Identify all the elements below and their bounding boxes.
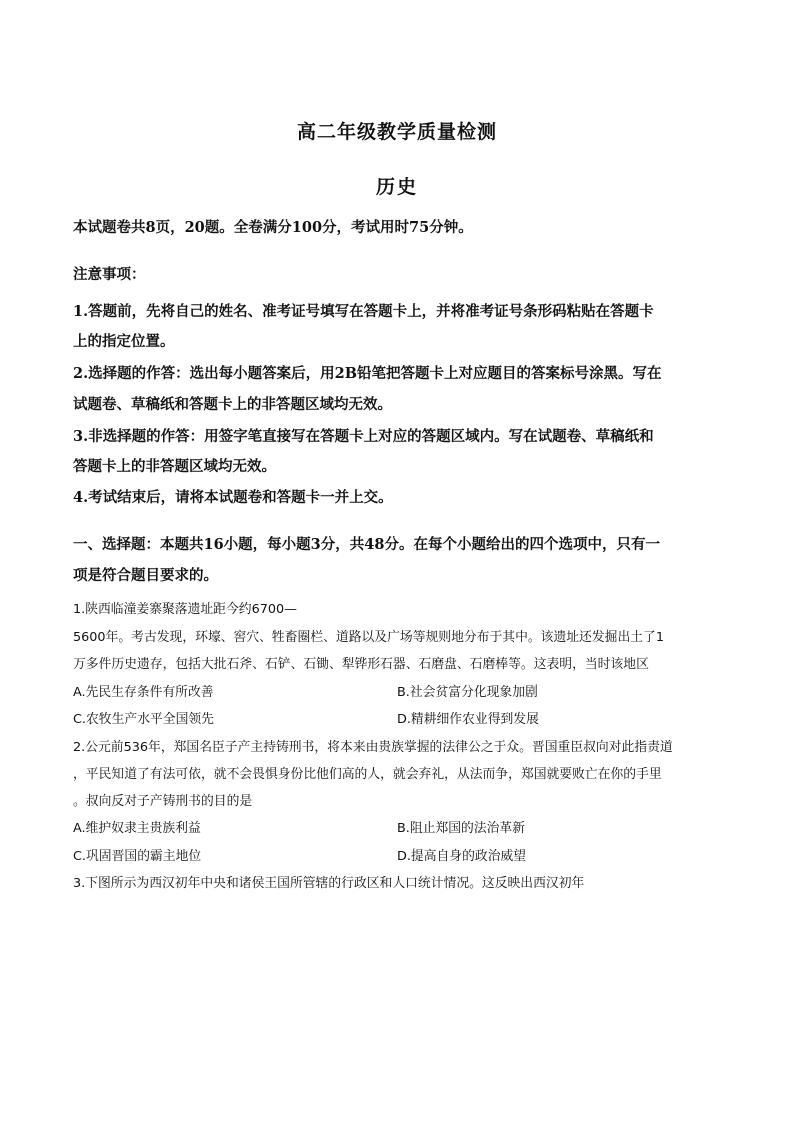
question-2-text: ，平民知道了有法可依，就不会畏惧身份比他们高的人，就会弃礼，从法而争，郑国就要败亡在你的手里 — [73, 767, 662, 782]
question-1-text: 5600年。考古发现，环壕、窖穴、牲畜圈栏、道路以及广场等规则地分布于其中。该遗址还发掘出土了1 — [73, 630, 664, 645]
section-heading: 一、选择题：本题共16小题，每小题3分，共48分。在每个小题给出的四个选项中，只有一 — [73, 536, 660, 553]
question-2-text: 2.公元前536年，郑国名臣子产主持铸刑书，将本来由贵族掌握的法律公之于众。晋国重臣叔向对此指责道 — [73, 740, 673, 755]
question-2-option-d: D.提高自身的政治威望 — [397, 849, 527, 864]
notice-line: 2.选择题的作答：选出每小题答案后，用2B铅笔把答题卡上对应题目的答案标号涂黑。写在 — [73, 365, 662, 382]
notice-line: 4.考试结束后，请将本试题卷和答题卡一并上交。 — [73, 489, 393, 506]
question-2-text: 。叔向反对子产铸刑书的目的是 — [73, 794, 253, 809]
question-1-option-d: D.精耕细作农业得到发展 — [397, 712, 539, 727]
exam-title: 高二年级教学质量检测 — [296, 121, 497, 143]
notice-line: 答题卡上的非答题区域均无效。 — [73, 458, 276, 475]
notice-line: 试题卷、草稿纸和答题卡上的非答题区域均无效。 — [73, 396, 392, 413]
subject-title: 历史 — [375, 176, 418, 198]
notice-heading: 注意事项： — [73, 266, 146, 283]
question-2-option-a: A.维护奴隶主贵族利益 — [73, 821, 201, 836]
section-heading: 项是符合题目要求的。 — [73, 567, 218, 584]
question-1-option-b: B.社会贫富分化现象加剧 — [397, 685, 538, 700]
exam-intro: 本试题卷共8页，20题。全卷满分100分，考试用时75分钟。 — [73, 219, 473, 236]
question-2-option-b: B.阻止郑国的法治革新 — [397, 821, 526, 836]
notice-line: 上的指定位置。 — [73, 333, 175, 350]
notice-line: 3.非选择题的作答：用签字笔直接写在答题卡上对应的答题区域内。写在试题卷、草稿纸和 — [73, 428, 654, 445]
question-1-text: 1.陕西临潼姜寨聚落遗址距今约6700— — [73, 602, 297, 617]
notice-line: 1.答题前，先将自己的姓名、准考证号填写在答题卡上，并将准考证号条形码粘贴在答题卡 — [73, 303, 654, 320]
question-1-text: 万多件历史遗存，包括大批石斧、石铲、石锄、犁铧形石器、石磨盘、石磨棒等。这表明，当时该地区 — [73, 657, 649, 672]
question-3-text: 3.下图所示为西汉初年中央和诸侯王国所管辖的行政区和人口统计情况。这反映出西汉初年 — [73, 876, 585, 891]
question-2-option-c: C.巩固晋国的霸主地位 — [73, 849, 202, 864]
question-1-option-a: A.先民生存条件有所改善 — [73, 685, 214, 700]
question-1-option-c: C.农牧生产水平全国领先 — [73, 712, 214, 727]
